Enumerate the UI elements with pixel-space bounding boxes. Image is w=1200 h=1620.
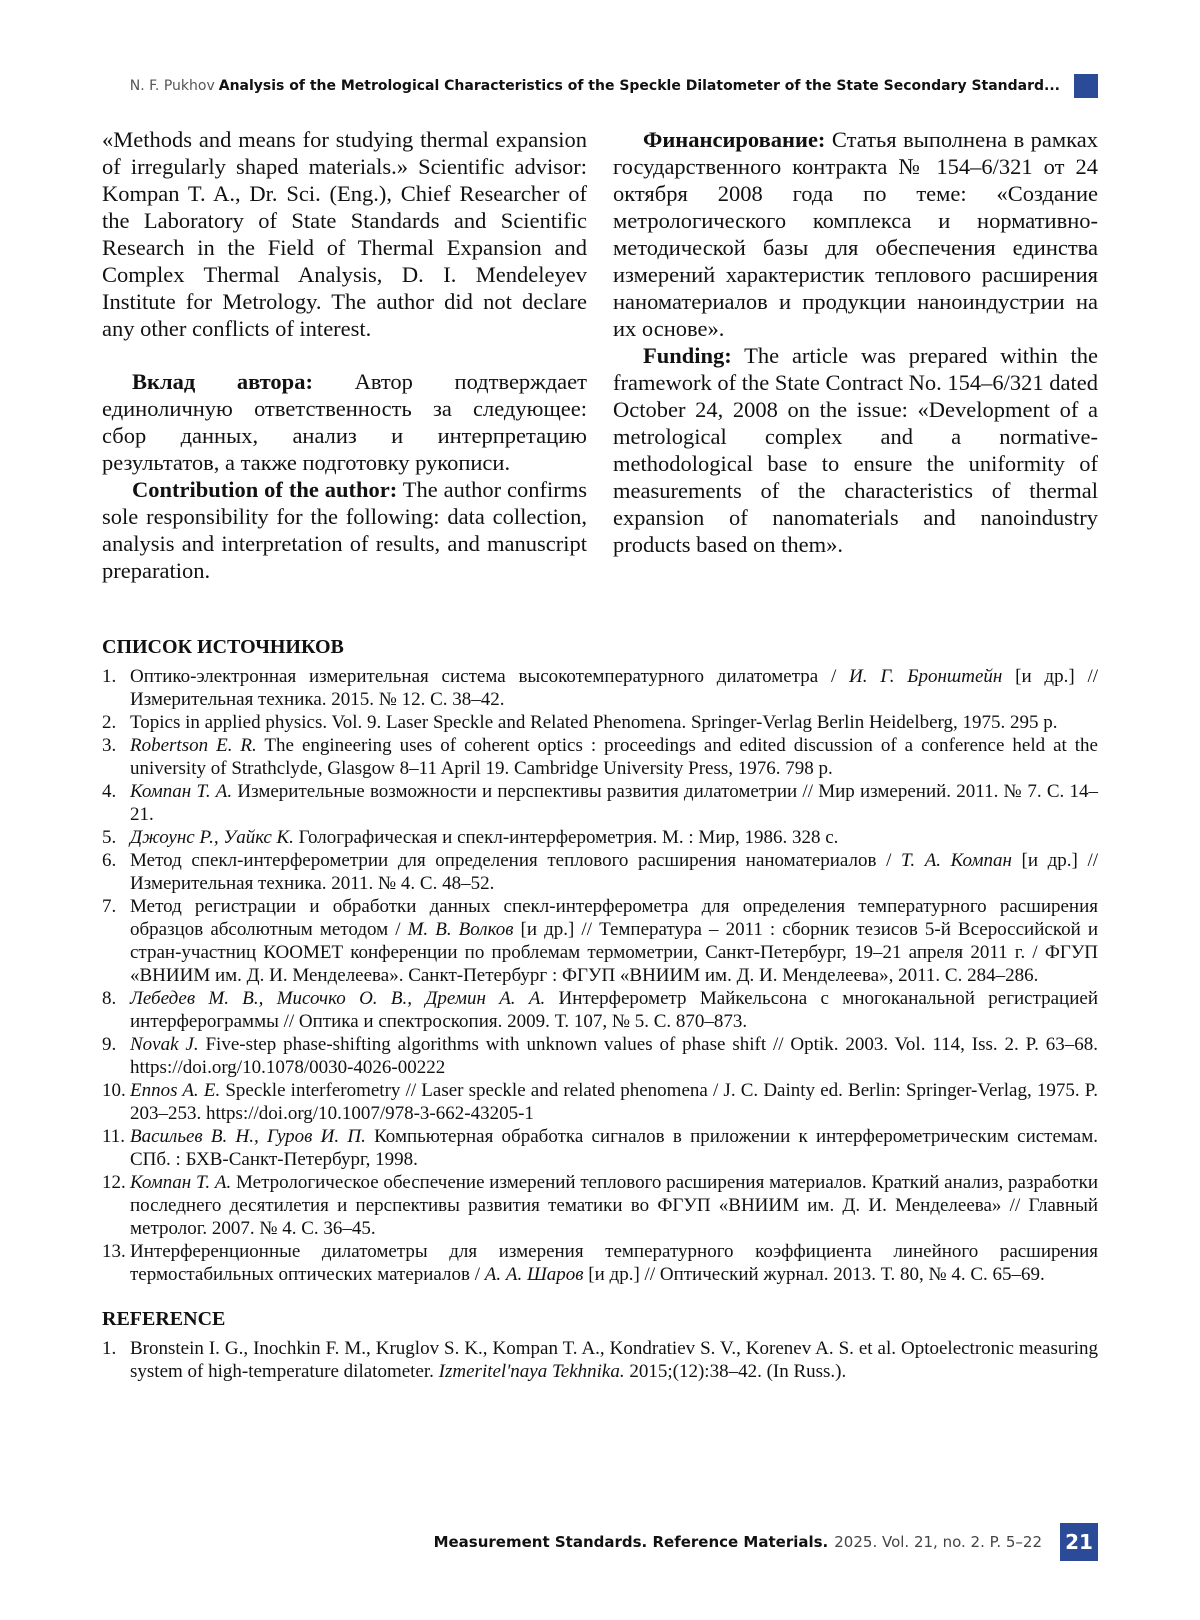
header-title: Analysis of the Metrological Characteristics of the Speckle Dilatometer of the State Secondary Standard... — [218, 78, 1060, 94]
list-item — [102, 1240, 1098, 1286]
list-item — [102, 1337, 1098, 1383]
ref-text-italic: М. В. Волков — [407, 919, 514, 940]
footer-details: 2025. Vol. 21, no. 2. P. 5–22 — [834, 1533, 1042, 1551]
two-column-body — [102, 126, 1098, 584]
ref-text-italic: Ennos A. E. — [130, 1080, 221, 1101]
list-item — [102, 1171, 1098, 1240]
header-marker — [1074, 74, 1098, 98]
ref-text — [130, 1079, 1098, 1125]
ref-text — [130, 987, 1098, 1033]
ref-text-italic: Джоунс Р., Уайкс К. — [130, 827, 294, 848]
funding-ru-text: Статья выполнена в рамках государственного контракта № 154–6/321 от 24 октября 2008 года по теме: «Создание метрологического комплекса и нормативно-методической базы для обеспечения единства измерений характеристик теплового расширения наноматериалов и продукции наноиндустрии на их основе». — [613, 127, 1098, 341]
ref-text-italic: Robertson E. R. — [130, 735, 257, 756]
ref-text — [130, 1125, 1098, 1171]
contribution-en — [102, 476, 587, 584]
header-author: N. F. Pukhov — [129, 78, 215, 94]
ref-number: 4. — [102, 781, 117, 802]
ref-number: 3. — [102, 735, 117, 756]
ref-text — [130, 1240, 1098, 1286]
list-item — [102, 1033, 1098, 1079]
conflicts-paragraph: «Methods and means for studying thermal expansion of irregularly shaped materials.» Scientific advisor: Kompan T. A., Dr. Sci. (Eng.), Chief Researcher of the Laboratory of State Standards and Scientific Research in the Field of Thermal Expansion and Complex Thermal Analysis, D. I. Mendeleyev Institute for Metrology. The author did not declare any other conflicts of interest. — [102, 127, 587, 341]
ref-text-italic: Васильев В. Н., Гуров И. П. — [130, 1126, 366, 1147]
ref-text-plain: Метод регистрации и обработки данных спекл-интерферометра для определения температурного расширения образцов абсолютным методом / — [130, 896, 1098, 940]
ref-number: 7. — [102, 896, 117, 917]
contribution-en-text: The author confirms sole responsibility for the following: data collection, analysis and interpretation of results, and manuscript preparation. — [102, 477, 587, 583]
ref-number: 13. — [102, 1241, 126, 1262]
ref-text-italic: Компан Т. А. — [130, 1172, 232, 1193]
ref-text — [130, 1337, 1098, 1383]
ref-text-italic: Компан Т. А. — [130, 781, 233, 802]
ref-text-plain: Метод спекл-интерферометрии для определения теплового расширения наноматериалов / — [130, 850, 901, 871]
ref-text-italic: А. А. Шаров — [484, 1264, 584, 1285]
footer-journal: Measurement Standards. Reference Materials. — [433, 1533, 829, 1551]
funding-ru — [613, 126, 1098, 342]
ref-text-plain: Интерференционные дилатометры для измерения температурного коэффициента линейного расширения термостабильных оптических материалов / — [130, 1241, 1098, 1285]
sources-list — [102, 665, 1098, 1286]
ref-text — [130, 895, 1098, 987]
ref-text-plain: [и др.] // Измерительная техника. 2011. № 4. С. 48–52. — [130, 850, 1099, 894]
ref-text — [130, 826, 1098, 849]
ref-text-plain: Five-step phase-shifting algorithms with unknown values of phase shift // Optik. 2003. Vol. 114, Iss. 2. P. 63–68. https://doi.org/10.1078/0030-4026-00222 — [130, 1034, 1098, 1078]
right-column — [613, 126, 1098, 584]
ref-text — [130, 1171, 1098, 1240]
ref-number: 9. — [102, 1034, 117, 1055]
ref-text-plain: Topics in applied physics. Vol. 9. Laser Speckle and Related Phenomena. Springer-Verlag Berlin Heidelberg, 1975. 295 p. — [130, 712, 1058, 733]
ref-text-plain: Интерферометр Майкельсона с многоканальной регистрацией интерферограммы // Оптика и спектроскопия. 2009. Т. 107, № 5. С. 870–873. — [130, 988, 1098, 1032]
list-item — [102, 826, 1098, 849]
ref-number: 11. — [102, 1126, 126, 1147]
ref-text-italic: Лебедев М. В., Мисочко О. В., Дремин А. А. — [130, 988, 546, 1009]
ref-text-plain: 2015;(12):38–42. (In Russ.). — [624, 1361, 847, 1382]
list-item — [102, 1079, 1098, 1125]
contribution-en-label: Contribution of the author: — [132, 477, 398, 502]
ref-text-italic: Novak J. — [130, 1034, 199, 1055]
funding-ru-label: Финансирование: — [643, 127, 826, 152]
ref-number: 2. — [102, 712, 117, 733]
list-item — [102, 665, 1098, 711]
ref-text-italic: И. Г. Бронштейн — [849, 666, 1003, 687]
funding-en-label: Funding: — [643, 343, 732, 368]
page-number: 21 — [1060, 1523, 1098, 1561]
list-item — [102, 734, 1098, 780]
ref-number: 1. — [102, 666, 117, 687]
funding-en-text: The article was prepared within the framework of the State Contract No. 154–6/321 dated October 24, 2008 on the issue: «Development of a metrological complex and a normative-methodological base to ensure the uniformity of measurements of the characteristics of thermal expansion of nanomaterials and nanoindustry products based on them». — [613, 343, 1098, 557]
reference-list — [102, 1337, 1098, 1383]
ref-text-italic: Т. А. Компан — [900, 850, 1012, 871]
running-footer — [434, 1523, 1098, 1561]
ref-text-plain: Метрологическое обеспечение измерений теплового расширения материалов. Краткий анализ, разработки последнего десятилетия и перспективы развития тематики во ФГУП «ВНИИМ им. Д. И. Менделеева» // Главный метролог. 2007. № 4. С. 36–45. — [130, 1172, 1098, 1239]
list-item — [102, 780, 1098, 826]
ref-text-plain: Оптико-электронная измерительная система высокотемпературного дилатометра / — [130, 666, 850, 687]
ref-text-plain: [и др.] // Оптический журнал. 2013. Т. 80, № 4. С. 65–69. — [583, 1264, 1045, 1285]
ref-number: 10. — [102, 1080, 126, 1101]
list-item — [102, 987, 1098, 1033]
ref-number: 8. — [102, 988, 117, 1009]
ref-text — [130, 780, 1098, 826]
sources-title: СПИСОК ИСТОЧНИКОВ — [102, 636, 344, 658]
list-item — [102, 895, 1098, 987]
ref-text-plain: Измерительные возможности и перспективы развития дилатометрии // Мир измерений. 2011. № 7. С. 14–21. — [130, 781, 1098, 825]
contribution-ru-text: Автор подтверждает единоличную ответственность за следующее: сбор данных, анализ и интерпретацию результатов, а также подготовку рукописи. — [102, 369, 587, 475]
funding-en — [613, 342, 1098, 558]
ref-text — [130, 665, 1098, 711]
reference-title: REFERENCE — [102, 1308, 226, 1330]
list-item — [102, 849, 1098, 895]
ref-number: 1. — [102, 1338, 117, 1359]
ref-text-plain: The engineering uses of coherent optics : proceedings and edited discussion of a conference held at the university of Strathclyde, Glasgow 8–11 April 19. Cambridge University Press, 1976. 798 p. — [130, 735, 1098, 779]
list-item — [102, 711, 1098, 734]
ref-number: 6. — [102, 850, 117, 871]
references-section — [102, 636, 1098, 1383]
ref-text-plain: [и др.] // Измерительная техника. 2015. № 12. С. 38–42. — [130, 666, 1099, 710]
contribution-ru-label: Вклад автора: — [132, 369, 313, 394]
running-header — [120, 74, 1098, 98]
left-column — [102, 126, 587, 584]
ref-text-plain: [и др.] // Температура – 2011 : сборник тезисов 5-й Всероссийской и стран-участниц КООМЕТ конференции по проблемам термометрии, Санкт-Петербург, 19–21 апреля 2011 г. / ФГУП «ВНИИМ им. Д. И. Менделеева». Санкт-Петербург : ФГУП «ВНИИМ им. Д. И. Менделеева», 2011. С. 284–286. — [130, 919, 1098, 986]
ref-text-plain: Speckle interferometry // Laser speckle and related phenomena / J. C. Dainty ed. Berlin: Springer-Verlag, 1975. P. 203–253. https://doi.org/10.1007/978-3-662-43205-1 — [130, 1080, 1098, 1124]
ref-number: 5. — [102, 827, 117, 848]
ref-text — [130, 734, 1098, 780]
contribution-ru — [102, 368, 587, 476]
ref-text-plain: Голографическая и спекл-интерферометрия. М. : Мир, 1986. 328 с. — [293, 827, 839, 848]
ref-text — [130, 849, 1098, 895]
list-item — [102, 1125, 1098, 1171]
ref-number: 12. — [102, 1172, 126, 1193]
ref-text-italic: Izmeritel'naya Tekhnika. — [438, 1361, 625, 1382]
ref-text — [130, 711, 1098, 734]
ref-text-plain: Bronstein I. G., Inochkin F. M., Kruglov S. K., Kompan T. A., Kondratiev S. V., Korenev A. S. et al. Optoelectronic measuring system of high-temperature dilatometer. — [130, 1338, 1098, 1382]
ref-text-plain: Компьютерная обработка сигналов в приложении к интерферометрическим системам. СПб. : БХВ-Санкт-Петербург, 1998. — [130, 1126, 1099, 1170]
ref-text — [130, 1033, 1098, 1079]
